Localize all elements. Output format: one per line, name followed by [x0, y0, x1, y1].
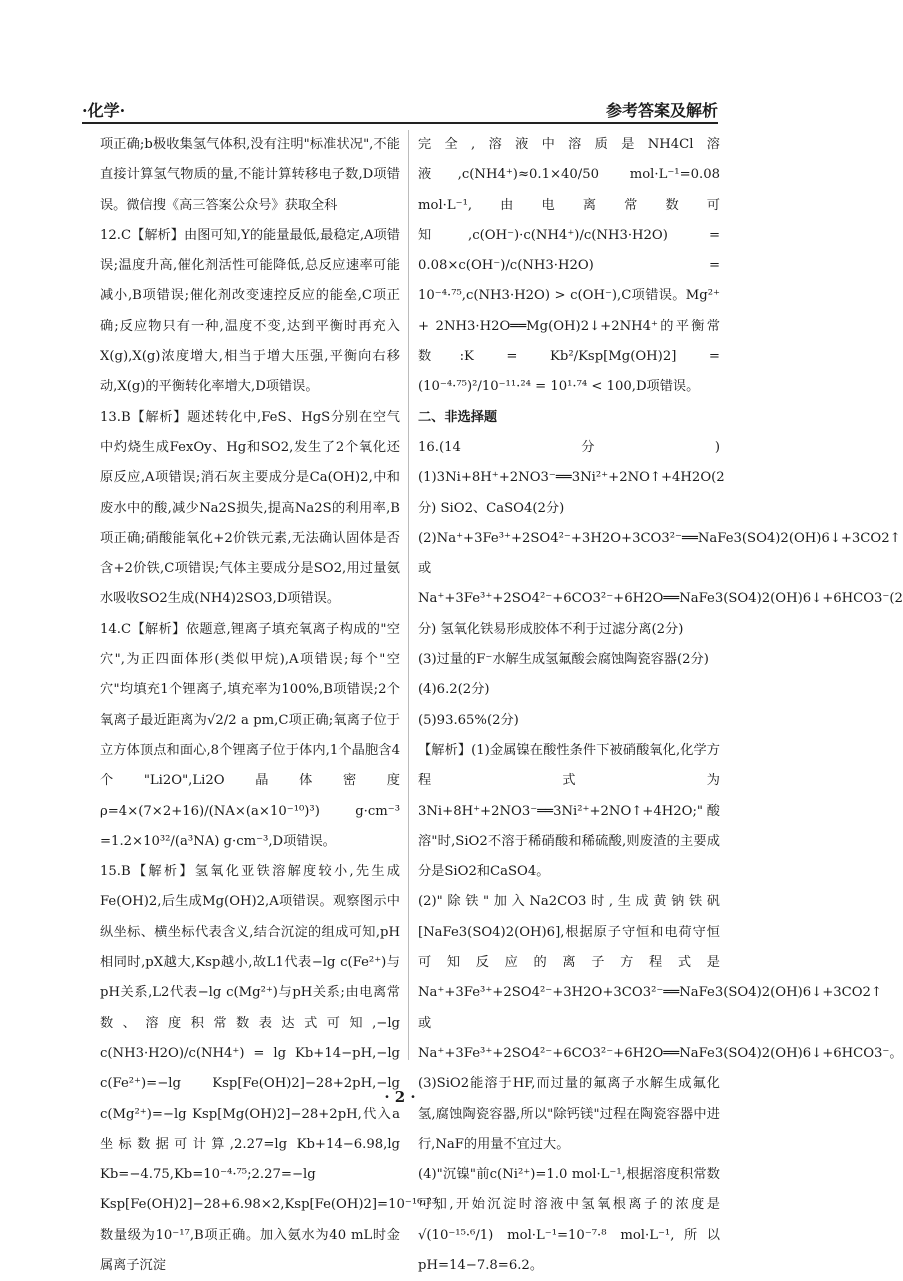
analysis-1: 【解析】(1)金属镍在酸性条件下被硝酸氧化,化学方程式为3Ni+8H⁺+2NO3⁻══3Ni²⁺+2NO↑+4H2O;"酸溶"时,SiO2不溶于稀硝酸和稀硫酸,则废渣的主要成分是SiO2和CaSO4。 — [418, 742, 720, 880]
analysis-3: (3)SiO2能溶于HF,而过量的氟离子水解生成氟化氢,腐蚀陶瓷容器,所以"除钙镁"过程在陶瓷容器中进行,NaF的用量不宜过大。 — [418, 1076, 720, 1152]
answer-16-part-2: (2)Na⁺+3Fe³⁺+2SO4²⁻+3H2O+3CO3²⁻══NaFe3(SO4)2(OH)6↓+3CO2↑或Na⁺+3Fe³⁺+2SO4²⁻+6CO3²⁻+6H2O══NaFe3(SO4)2(OH)6↓+6HCO3⁻(2分) 氢氧化铁易形成胶体不利于过滤分离(2分) — [418, 530, 903, 637]
answer-16-part-3: (3)过量的F⁻水解生成氢氟酸会腐蚀陶瓷容器(2分) — [418, 652, 709, 668]
answer-15: 15.B【解析】氢氧化亚铁溶解度较小,先生成Fe(OH)2,后生成Mg(OH)2,A项错误。观察图示中纵坐标、横坐标代表含义,结合沉淀的组成可知,pH相同时,pX越大,Ksp越小,故L1代表−lg c(Fe²⁺)与pH关系,L2代表−lg c(Mg²⁺)与pH关系;由电离常数、溶度积常数表达式可知,−lg c(NH3·H2O)/c(NH4⁺) = lg Kb+14−pH,−lg c(Fe²⁺)=−lg Ksp[Fe(OH)2]−28+2pH,−lg c(Mg²⁺)=−lg Ksp[Mg(OH)2]−28+2pH,代入a坐标数据可计算,2.27=lg Kb+14−6.98,lg Kb=−4.75,Kb=10⁻⁴·⁷⁵;2.27=−lg Ksp[Fe(OH)2]−28+6.98×2,Ksp[Fe(OH)2]=10⁻¹⁶·²³,数量级为10⁻¹⁷,B项正确。加入氨水为40 mL时金属离子沉淀 — [100, 864, 442, 1273]
paragraph: 项正确;b极收集氢气体积,没有注明"标准状况",不能直接计算氢气物质的量,不能计算转移电子数,D项错误。微信搜《高三答案公众号》获取全科 — [100, 137, 400, 213]
answer-16: 16.(14分)(1)3Ni+8H⁺+2NO3⁻══3Ni²⁺+2NO↑+4H2O(2分) SiO2、CaSO4(2分) — [418, 439, 725, 516]
analysis-2: (2)"除铁"加入Na2CO3时,生成黄钠铁矾[NaFe3(SO4)2(OH)6],根据原子守恒和电荷守恒可知反应的离子方程式是Na⁺+3Fe³⁺+2SO4²⁻+3H2O+3CO3²⁻══NaFe3(SO4)2(OH)6↓+3CO2↑或Na⁺+3Fe³⁺+2SO4²⁻+6CO3²⁻+6H2O══NaFe3(SO4)2(OH)6↓+6HCO3⁻。 — [418, 894, 903, 1061]
answer-13: 13.B【解析】题述转化中,FeS、HgS分别在空气中灼烧生成FexOy、Hg和SO2,发生了2个氧化还原反应,A项错误;消石灰主要成分是Ca(OH)2,中和废水中的酸,减少Na2S损失,提高Na2S的利用率,B项正确;硝酸能氧化+2价铁元素,无法确认固体是否含+2价铁,C项错误;气体主要成分是SO2,用过量氨水吸收SO2生成(NH4)2SO3,D项错误。 — [100, 409, 400, 607]
right-column — [418, 130, 903, 1281]
section-heading: 二、非选择题 — [418, 409, 498, 425]
header-title: 参考答案及解析 — [605, 101, 718, 120]
paragraph: 完全,溶液中溶质是NH4Cl溶液,c(NH4⁺)≈0.1×40/50 mol·L⁻¹=0.08 mol·L⁻¹,由电离常数可知,c(OH⁻)·c(NH4⁺)/c(NH3·H2O) = 0.08×c(OH⁻)/c(NH3·H2O) = 10⁻⁴·⁷⁵,c(NH3·H2O) > c(OH⁻),C项错误。Mg²⁺ + 2NH3·H2O══Mg(OH)2↓+2NH4⁺的平衡常数:K = Kb²/Ksp[Mg(OH)2] = (10⁻⁴·⁷⁵)²/10⁻¹¹·²⁴ = 10¹·⁷⁴ < 100,D项错误。 — [418, 137, 720, 395]
subject-label: ·化学· — [82, 101, 126, 120]
column-divider — [408, 130, 409, 1060]
left-column — [100, 130, 442, 1281]
answer-12: 12.C【解析】由图可知,Y的能量最低,最稳定,A项错误;温度升高,催化剂活性可能降低,总反应速率可能减小,B项错误;催化剂改变速控反应的能垒,C项正确;反应物只有一种,温度不变,达到平衡时再充入X(g),X(g)浓度增大,相当于增大压强,平衡向右移动,X(g)的平衡转化率增大,D项错误。 — [100, 227, 400, 395]
page-header — [82, 96, 718, 124]
page-number: · 2 · — [384, 1088, 416, 1106]
answer-14: 14.C【解析】依题意,锂离子填充氧离子构成的"空穴",为正四面体形(类似甲烷),A项错误;每个"空穴"均填充1个锂离子,填充率为100%,B项错误;2个氧离子最近距离为√2/2 a pm,C项正确;氧离子位于立方体顶点和面心,8个锂离子位于体内,1个晶胞含4个"Li2O",Li2O晶体密度ρ=4×(7×2+16)/(NA×(a×10⁻¹⁰)³) g·cm⁻³ =1.2×10³²/(a³NA) g·cm⁻³,D项错误。 — [100, 621, 400, 849]
answer-16-part-4: (4)6.2(2分) — [418, 682, 490, 698]
answer-16-part-5: (5)93.65%(2分) — [418, 712, 519, 728]
analysis-4: (4)"沉镍"前c(Ni²⁺)=1.0 mol·L⁻¹,根据溶度积常数可知,开始沉淀时溶液中氢氧根离子的浓度是√(10⁻¹⁵·⁶/1) mol·L⁻¹=10⁻⁷·⁸ mol·L⁻¹,所以pH=14−7.8=6.2。 — [418, 1167, 720, 1273]
